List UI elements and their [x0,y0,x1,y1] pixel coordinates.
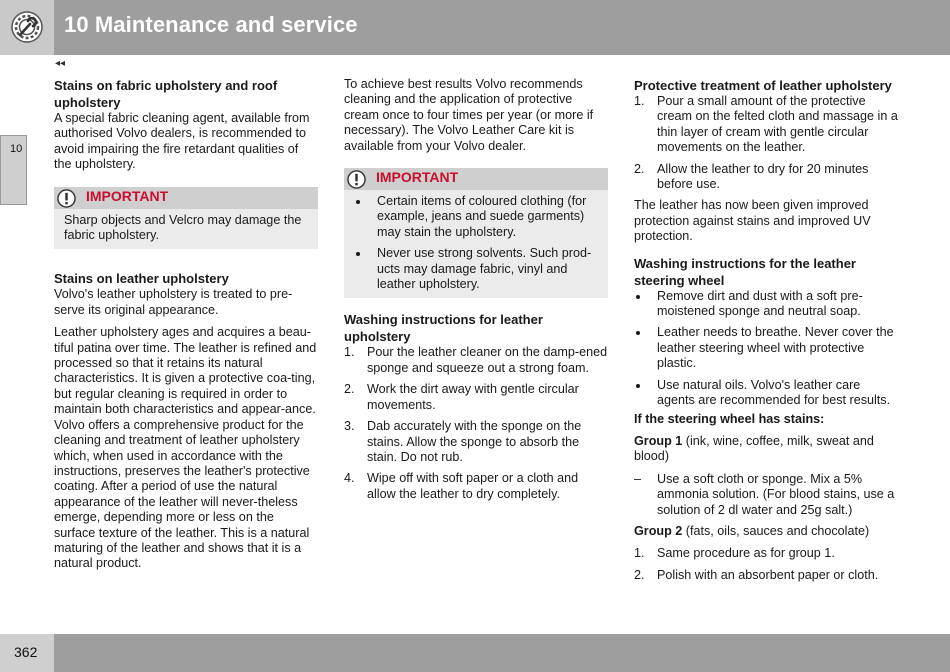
stains-label-text: If the steering wheel has stains: [634,411,825,426]
paragraph-leather-2: Leather upholstery ages and acquires a beau-tiful patina over time. The leather is refined and processed so that it retains its natural characteristics. It is given a protective coa-ting, but regular cleaning is required in order to maintain both characteristics and appear-ance. Volvo offers a comprehensive product for the cleaning and treatment of leather upholstery which, when used in accordance with the instructions, preserves the leather's protective coating. After a period of use the natural appearance of the leather will never-theless emerge, depending more or less on the surface texture of the leather. This is a natural maturing of the leather and shows that it is a natural product. [54,325,317,571]
wrench-gear-icon [11,11,43,43]
list-item [634,289,900,320]
page-number-box [0,634,54,672]
list-item [634,546,900,561]
column-2 [344,77,608,508]
section-heading-protective: Protective treatment of leather upholstery [634,78,892,93]
bullet-icon [636,295,640,299]
list-item [354,194,598,240]
paragraph-leather-1: Volvo's leather upholstery is treated to pre-serve its original appearance. [54,287,293,317]
header-icon-box [0,0,54,55]
column-3 [634,77,900,589]
step-text: Pour a small amount of the protective cream on the felted cloth and massage in a thin layer of cream with gentle circular movements on the leather. [657,94,898,155]
bullet-icon [356,252,360,256]
list-item [634,472,900,518]
step-number: 2. [634,567,645,582]
list-item-text: Certain items of coloured clothing (for example, jeans and suede garments) may stain the upholstery. [377,194,587,239]
warning-icon [347,170,366,189]
group-1-text: (ink, wine, coffee, milk, sweat and blood) [634,433,874,464]
list-item [344,419,608,465]
important-box [344,168,608,298]
list-item-text: Remove dirt and dust with a soft pre-moistened sponge and neutral soap. [657,288,863,319]
list-item [354,246,598,292]
double-chevron-left-icon[interactable]: ◂◂ [55,58,66,69]
page-header [0,0,950,55]
step-number: 4. [344,471,355,486]
group-2-paragraph [634,524,900,539]
list-item-text: Use natural oils. Volvo's leather care agents are recommended for best results. [657,377,891,408]
page-number: 362 [14,644,38,660]
step-number: 1. [634,94,645,108]
bullet-icon [636,331,640,335]
important-label: IMPORTANT [86,187,169,204]
important-header [344,168,608,190]
section-heading-leather: Stains on leather upholstery [54,271,229,287]
chapter-tab-label: 10 [10,143,23,155]
step-text: Pour the leather cleaner on the damp-ened sponge and squeeze out a strong foam. [367,345,608,375]
group-2-steps [634,546,900,583]
step-text: Wipe off with soft paper or a cloth and allow the leather to dry completely. [367,471,579,501]
section-heading-steering-wheel: Washing instructions for the leather steering wheel [634,255,856,288]
list-item-text: Leather needs to breathe. Never cover the leather steering wheel with protective plastic. [657,325,894,371]
stains-label [634,412,900,427]
paragraph-protective-result: The leather has now been given improved protection against stains and improved UV protection. [634,198,871,244]
step-text: Same procedure as for group 1. [657,546,835,561]
dash-marker: – [634,471,642,486]
paragraph-intro: To achieve best results Volvo recommends cleaning and the application of protective cream once to four times per year (or more if necessary). The Volvo Leather Care kit is available from your Volvo dealer. [344,77,594,153]
list-item [634,378,900,409]
step-text: Allow the leather to dry for 20 minutes before use. [657,161,869,192]
steering-wheel-list [634,289,900,409]
warning-icon [57,189,76,208]
chapter-tab[interactable] [0,135,27,205]
step-number: 3. [344,419,355,434]
bullet-icon [356,200,360,204]
important-header [54,187,318,209]
list-item [634,94,900,156]
list-item [344,345,608,376]
step-number: 2. [634,161,645,176]
bullet-icon [636,384,640,388]
group-1-list [634,472,900,518]
important-list [344,190,608,298]
group-2-text: (fats, oils, sauces and chocolate) [682,523,870,538]
washing-steps [344,345,608,502]
group-1-paragraph [634,434,900,465]
page-footer [0,634,950,672]
important-text: Sharp objects and Velcro may damage the fabric upholstery. [64,212,302,243]
step-number: 2. [344,382,355,397]
list-item [344,471,608,502]
list-item [344,382,608,413]
group-2-label: Group 2 [634,523,683,538]
step-number: 1. [634,546,645,561]
step-text: Work the dirt away with gentle circular movements. [367,382,579,412]
important-box [54,187,318,250]
list-item [634,568,900,583]
step-text: Polish with an absorbent paper or cloth. [657,567,879,582]
list-item [634,325,900,371]
page-title: 10 Maintenance and service [64,12,358,37]
list-item-text: Use a soft cloth or sponge. Mix a 5% ammonia solution. (For blood stains, use a solution of 2 dl water and 25g salt.) [657,471,895,517]
important-label: IMPORTANT [376,169,459,186]
step-text: Dab accurately with the sponge on the stains. Allow the sponge to absorb the stain. Do not rub. [367,419,582,464]
section-heading-fabric: Stains on fabric upholstery and roof upholstery [54,78,278,110]
list-item [634,162,900,193]
group-1-label: Group 1 [634,433,683,448]
column-1 [54,77,318,579]
step-number: 1. [344,345,355,360]
protective-steps [634,94,900,192]
list-item-text: Never use strong solvents. Such prod-ucts may damage fabric, vinyl and leather upholstery. [377,246,592,292]
paragraph-fabric: A special fabric cleaning agent, available from authorised Volvo dealers, is recommended to avoid impairing the fire retardant qualities of the upholstery. [54,111,310,172]
section-heading-washing: Washing instructions for leather upholstery [344,312,543,345]
